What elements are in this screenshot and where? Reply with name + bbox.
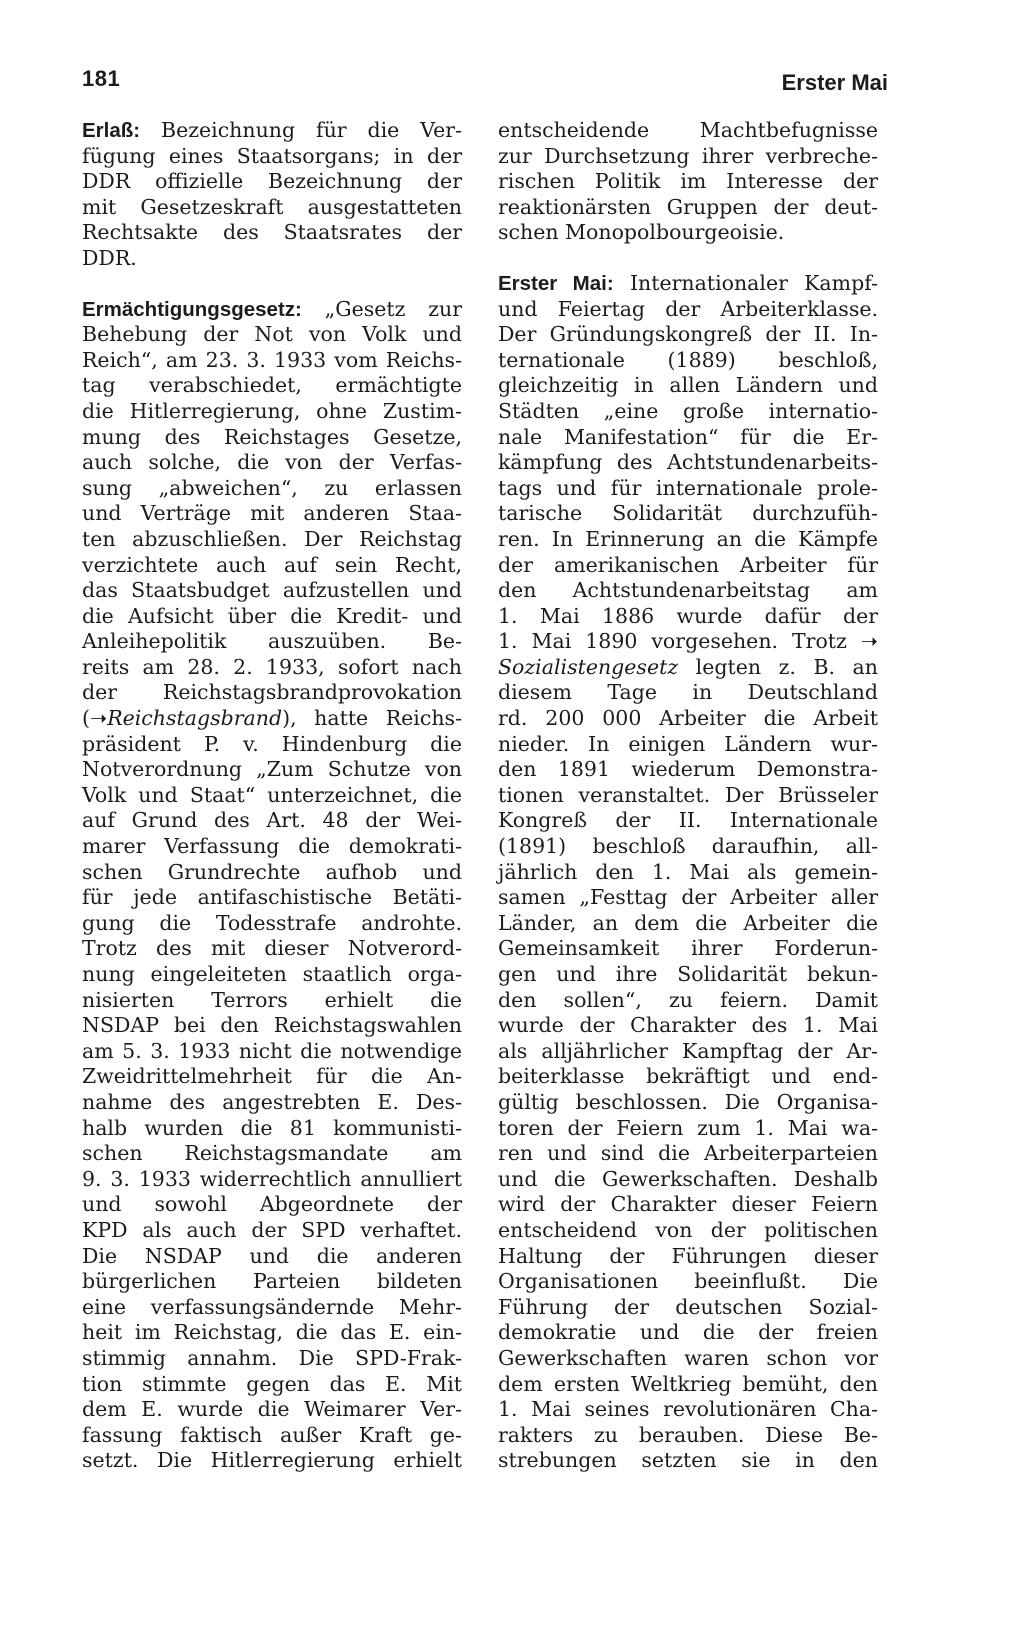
entry-text-line: demokratie und die der freien xyxy=(498,1320,878,1345)
entry-text-line: diesem Tage in Deutschland xyxy=(498,680,878,705)
entry-text-line: als alljährlicher Kampftag der Ar- xyxy=(498,1038,878,1063)
entry-text-line: schen Monopolbourgeoisie. xyxy=(498,220,785,245)
entry-text-line: Haltung der Führungen dieser xyxy=(498,1243,878,1268)
entry-ermaechtigungsgesetz xyxy=(82,297,462,1474)
entry-text-line: Gemeinsamkeit ihrer Forderun- xyxy=(498,936,878,961)
entry-text-line: setzt. Die Hitlerregierung erhielt xyxy=(82,1448,462,1473)
page-number: 181 xyxy=(82,66,121,91)
entry-text-line: und die Gewerkschaften. Deshalb xyxy=(498,1166,878,1191)
entry-text-line: auch solche, die von der Verfas- xyxy=(82,450,462,475)
entry-text-line: rakters zu berauben. Diese Be- xyxy=(498,1422,878,1447)
entry-text-fragment: 1. Mai 1890 vorgesehen. Trotz xyxy=(498,629,847,654)
entry-text-line: Der Gründungskongreß der II. In- xyxy=(498,322,878,347)
cross-reference-reichstagsbrand[interactable]: Reichstagsbrand xyxy=(107,706,283,731)
entry-term: Erlaß: xyxy=(82,119,141,142)
entry-text-fragment: legten z. B. an xyxy=(695,654,878,679)
entry-text-line: strebungen setzten sie in den xyxy=(498,1448,878,1473)
entry-text-line: schen Grundrechte aufhob und xyxy=(82,859,462,884)
entry-text-line: den Achtstundenarbeitstag am xyxy=(498,578,878,603)
entry-text-line: Trotz des mit dieser Notverord- xyxy=(82,936,462,961)
entry-text-line: (1891) beschloß daraufhin, all- xyxy=(498,834,878,859)
entry-text-line: Rechtsakte des Staatsrates der xyxy=(82,220,462,245)
entry-text-line: auf Grund des Art. 48 der Wei- xyxy=(82,808,462,833)
entry-text-line: heit im Reichstag, die das E. ein- xyxy=(82,1320,462,1345)
entry-text-line: kämpfung des Achtstundenarbeits- xyxy=(498,450,878,475)
entry-text-line: 1. Mai 1886 wurde dafür der xyxy=(498,603,878,628)
entry-text-line: dem ersten Weltkrieg bemüht, den xyxy=(498,1371,878,1396)
entry-text-line: ten abzuschließen. Der Reichstag xyxy=(82,526,462,551)
entry-text-line: und Verträge mit anderen Staa- xyxy=(82,501,462,526)
entry-text-line: Organisationen beeinflußt. Die xyxy=(498,1269,878,1294)
entry-text-line: Internationaler Kampf- xyxy=(629,270,878,295)
running-head: Erster Mai xyxy=(781,70,888,95)
entry-term: Ermächtigungsgesetz: xyxy=(82,297,302,321)
entry-text-line: NSDAP bei den Reichstagswahlen xyxy=(82,1013,462,1038)
entry-text-line: ren und sind die Arbeiterparteien xyxy=(498,1141,878,1166)
entry-text-line: sung „abweichen“, zu erlassen xyxy=(82,475,462,500)
entry-text-line: tag verabschiedet, ermächtigte xyxy=(82,373,462,398)
entry-text-line: und sowohl Abgeordnete der xyxy=(82,1192,462,1217)
entry-text-line: KPD als auch der SPD verhaftet. xyxy=(82,1217,462,1242)
entry-text-line: fassung faktisch außer Kraft ge- xyxy=(82,1422,462,1447)
entry-text-line: Länder, an dem die Arbeiter die xyxy=(498,910,878,935)
entry-text-line: entscheidend von der politischen xyxy=(498,1217,878,1242)
entry-text-line: marer Verfassung die demokrati- xyxy=(82,834,462,859)
entry-text-line: nale Manifestation“ für die Er- xyxy=(498,424,878,449)
entry-text-line: mit Gesetzeskraft ausgestatteten xyxy=(82,194,462,219)
entry-text-line: die Aufsicht über die Kredit- und xyxy=(82,603,462,628)
entry-text-line: samen „Festtag der Arbeiter aller xyxy=(498,885,878,910)
entry-text-line: fügung eines Staatsorgans; in der xyxy=(82,143,462,168)
entry-text-line: rischen Politik im Interesse der xyxy=(498,169,878,194)
entry-continuation xyxy=(498,118,878,246)
entry-text-line: beiterklasse bekräftigt und end- xyxy=(498,1064,878,1089)
entry-text-line: Volk und Staat“ unterzeichnet, die xyxy=(82,782,462,807)
left-column xyxy=(82,118,462,1474)
entry-text-line: Reich“, am 23. 3. 1933 vom Reichs- xyxy=(82,347,462,372)
entry-text-line: Anleihepolitik auszuüben. Be- xyxy=(82,629,462,654)
entry-text-line: nieder. In einigen Ländern wur- xyxy=(498,731,878,756)
entry-text-line: die Hitlerregierung, ohne Zustim- xyxy=(82,398,462,423)
entry-text-line: Zweidrittelmehrheit für die An- xyxy=(82,1064,462,1089)
entry-text-line: und Feiertag der Arbeiterklasse. xyxy=(498,296,878,321)
entry-text-line: stimmig annahm. Die SPD-Frak- xyxy=(82,1345,462,1370)
entry-text-line: Behebung der Not von Volk und xyxy=(82,322,462,347)
entry-erster-mai xyxy=(498,271,878,1474)
entry-text-fragment: ), hatte Reichs- xyxy=(282,706,462,731)
entry-text-line: Die NSDAP und die anderen xyxy=(82,1243,462,1268)
entry-text-line: der amerikanischen Arbeiter für xyxy=(498,552,878,577)
entry-term: Erster Mai: xyxy=(498,271,614,295)
entry-text-line: schen Reichstagsmandate am xyxy=(82,1141,462,1166)
entry-text-line: tionen veranstaltet. Der Brüsseler xyxy=(498,782,878,807)
entry-text-line: halb wurden die 81 kommunisti- xyxy=(82,1115,462,1140)
entry-text-line: Führung der deutschen Sozial- xyxy=(498,1294,878,1319)
entry-text-line: für jede antifaschistische Betäti- xyxy=(82,885,462,910)
entry-text-line: entscheidende Machtbefugnisse xyxy=(498,118,878,142)
entry-text-line: tion stimmte gegen das E. Mit xyxy=(82,1371,462,1396)
entry-text-line: gen und ihre Solidarität bekun- xyxy=(498,962,878,986)
entry-text-line: tags und für internationale prole- xyxy=(498,475,878,500)
entry-text-line: ternationale (1889) beschloß, xyxy=(498,347,878,372)
entry-text-line: den 1891 wiederum Demonstra- xyxy=(498,757,878,782)
entry-text-line: präsident P. v. Hindenburg die xyxy=(82,731,462,756)
entry-text-line: eine verfassungsändernde Mehr- xyxy=(82,1294,462,1319)
entry-text-line: wurde der Charakter des 1. Mai xyxy=(498,1013,878,1038)
entry-text-line: Städten „eine große internatio- xyxy=(498,398,878,423)
entry-text-line: ren. In Erinnerung an die Kämpfe xyxy=(498,526,878,551)
entry-text-line: tarische Solidarität durchzufüh- xyxy=(498,501,878,526)
entry-text-line: Notverordnung „Zum Schutze von xyxy=(82,757,462,782)
entry-text-line: Gewerkschaften waren schon vor xyxy=(498,1345,878,1370)
entry-text-line: Bezeichnung für die Ver- xyxy=(161,118,462,142)
entry-text-line: am 5. 3. 1933 nicht die notwendige xyxy=(82,1038,462,1063)
entry-text-line: gung die Todesstrafe androhte. xyxy=(82,910,462,935)
arrow-right-icon: ➝ xyxy=(860,629,878,654)
entry-text-line: DDR offizielle Bezeichnung der xyxy=(82,169,462,194)
entry-text-fragment: ( xyxy=(82,706,90,731)
entry-text-line: gleichzeitig in allen Ländern und xyxy=(498,373,878,398)
entry-text-line: den sollen“, zu feiern. Damit xyxy=(498,987,878,1012)
entry-text-line: mung des Reichstages Gesetze, xyxy=(82,424,462,449)
entry-text-line: nahme des angestrebten E. Des- xyxy=(82,1089,462,1114)
entry-text-line: zur Durchsetzung ihrer verbreche- xyxy=(498,143,878,168)
entry-text-line: 9. 3. 1933 widerrechtlich annulliert xyxy=(82,1166,462,1191)
cross-reference-sozialistengesetz[interactable]: Sozialistengesetz xyxy=(498,654,679,679)
right-column xyxy=(498,118,878,1474)
entry-text-line: nisierten Terrors erhielt die xyxy=(82,987,462,1012)
entry-text-line: reits am 28. 2. 1933, sofort nach xyxy=(82,654,462,679)
entry-text-line: gültig beschlossen. Die Organisa- xyxy=(498,1089,878,1114)
entry-text-line: nung eingeleiteten staatlich orga- xyxy=(82,962,462,986)
entry-text-line: DDR. xyxy=(82,245,137,270)
entry-text-line: rd. 200 000 Arbeiter die Arbeit xyxy=(498,706,878,731)
entry-text-line: reaktionärsten Gruppen der deut- xyxy=(498,194,878,219)
entry-text-line: wird der Charakter dieser Feiern xyxy=(498,1192,878,1217)
entry-text-line: dem E. wurde die Weimarer Ver- xyxy=(82,1397,462,1422)
entry-text-line: verzichtete auch auf sein Recht, xyxy=(82,552,462,577)
entry-text-line: 1. Mai seines revolutionären Cha- xyxy=(498,1397,878,1422)
arrow-right-icon: ➝ xyxy=(90,706,108,731)
entry-text-line: jährlich den 1. Mai als gemein- xyxy=(498,859,878,884)
entry-text-line: „Gesetz zur xyxy=(324,296,462,321)
entry-text-line: der Reichstagsbrandprovokation xyxy=(82,680,462,705)
entry-text-line: toren der Feiern zum 1. Mai wa- xyxy=(498,1115,878,1140)
entry-text-line: Kongreß der II. Internationale xyxy=(498,808,878,833)
entry-text-line: bürgerlichen Parteien bildeten xyxy=(82,1269,462,1294)
entry-text-line: das Staatsbudget aufzustellen und xyxy=(82,578,462,603)
entry-erlass xyxy=(82,118,462,272)
